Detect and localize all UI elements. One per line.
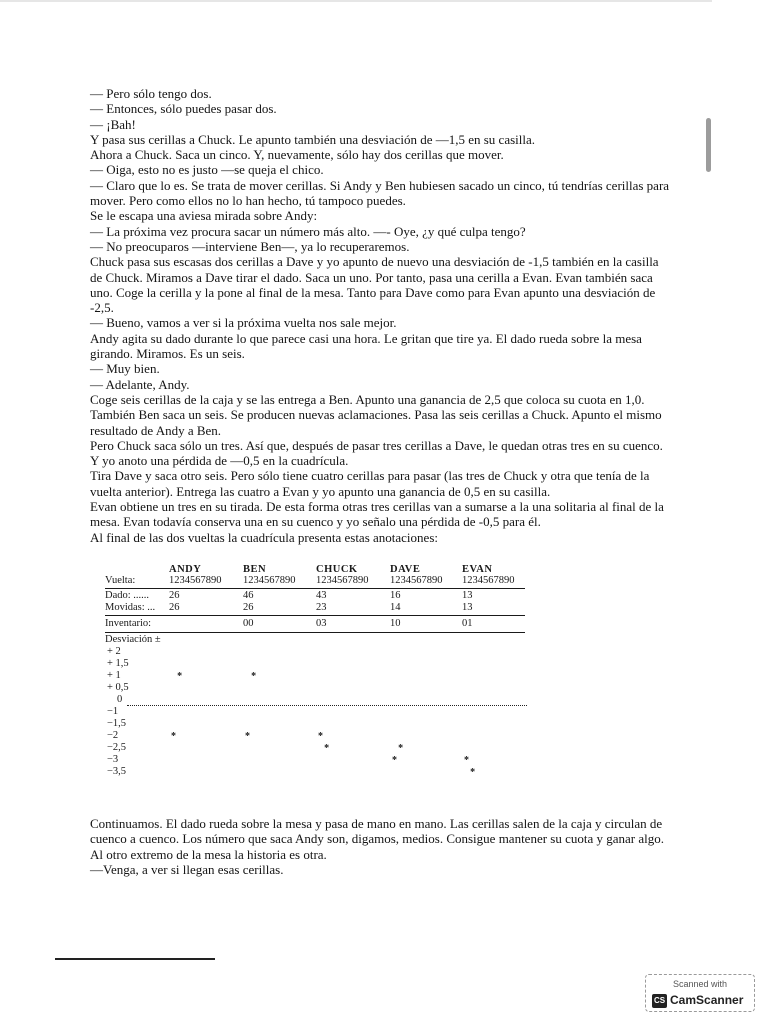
grid-scale-label: + 1,5 [107, 658, 129, 669]
grid-inventario-dave: 10 [390, 618, 401, 629]
page-top-edge [0, 0, 712, 2]
grid-scale-label: + 0,5 [107, 682, 129, 693]
grid-player-ben: BEN [243, 564, 267, 575]
grid-rule [105, 588, 525, 589]
grid-inventario-ben: 00 [243, 618, 254, 629]
grid-vuelta-digits: 1234567890 [390, 575, 443, 586]
grid-dado-andy: 26 [169, 590, 180, 601]
grid-vuelta-digits: 1234567890 [243, 575, 296, 586]
grid-scale-label: −3 [107, 754, 119, 765]
grid-vuelta-digits: 1234567890 [462, 575, 515, 586]
grid-dado-ben: 46 [243, 590, 254, 601]
scrollbar-thumb[interactable] [706, 118, 711, 172]
camscanner-name: CamScanner [670, 993, 744, 1007]
paragraph: — ¡Bah! [90, 116, 136, 132]
grid-player-evan: EVAN [462, 564, 493, 575]
grid-dado-evan: 13 [462, 590, 473, 601]
paragraph: — No preocuparos —interviene Ben—, ya lo recuperaremos. [90, 238, 410, 254]
grid-scale-label: + 1 [107, 670, 121, 681]
grid-mark-andy-vuelta-1: * [171, 731, 176, 742]
grid-vuelta-digits: 1234567890 [169, 575, 222, 586]
grid-rule [105, 632, 525, 633]
grid-inventario-label: Inventario: [105, 618, 152, 629]
paragraph: Chuck pasa sus escasas dos cerillas a Dave y yo apunto de nuevo una desviación de -1,5 también en la casilla de Chuck. Miramos a Dave tirar el dado. Saca un uno. Por tanto, pasa una cerilla a Evan. Evan también saca uno. Coge la cerilla y la pone al final de la mesa. Tanto para Dave como para Evan apunto una desviación de -2,5. [90, 254, 659, 316]
grid-mark-dave-vuelta-1: * [392, 755, 397, 766]
paragraph: Evan obtiene un tres en su tirada. De esta forma otras tres cerillas van a sumarse a la una solitaria al final de la mesa. Evan todavía conserva una en su cuenco y yo señalo una pérdida de -0,5 para él. [90, 499, 664, 530]
paragraph: Se le escapa una aviesa mirada sobre Andy: [90, 208, 318, 224]
paragraph: Al final de las dos vueltas la cuadrícula presenta estas anotaciones: [90, 529, 438, 545]
grid-inventario-evan: 01 [462, 618, 473, 629]
paragraph: — Bueno, vamos a ver si la próxima vuelta nos sale mejor. [90, 315, 397, 331]
paragraph: Coge seis cerillas de la caja y se las entrega a Ben. Apunto una ganancia de 2,5 que coloca su cuota en 1,0. [90, 391, 645, 407]
grid-mark-evan-vuelta-2: * [470, 767, 476, 778]
document-text-lower [90, 816, 670, 877]
grid-rule [105, 615, 525, 616]
grid-desviacion-label: Desviación ± [105, 634, 161, 645]
paragraph: Tira Dave y saca otro seis. Pero sólo tiene cuatro cerillas para pasar (las tres de Chuck y otra que tenía de la vuelta anterior). Entrega las cuatro a Evan y yo apunto una ganancia de 0,5 en su casilla. [90, 468, 650, 499]
paragraph: Andy agita su dado durante lo que parece casi una hora. Le gritan que tire ya. El dado rueda sobre la mesa girando. Miramos. Es un seis. [90, 330, 642, 362]
grid-mark-ben-vuelta-2: * [251, 671, 257, 682]
paragraph: — Adelante, Andy. [90, 376, 190, 392]
grid-mark-andy-vuelta-2: * [177, 671, 183, 682]
score-grid [105, 564, 535, 786]
paragraph: —Venga, a ver si llegan esas cerillas. [90, 861, 284, 877]
paragraph: Pero Chuck saca sólo un tres. Así que, después de pasar tres cerillas a Dave, le quedan otras tres en su cuenco. Y yo anoto una pérdida de —0,5 en la cuadrícula. [90, 437, 663, 469]
document-text-upper [90, 86, 670, 545]
grid-mark-ben-vuelta-1: * [245, 731, 250, 742]
grid-scale-label: −3,5 [107, 766, 127, 777]
footnote-rule [55, 958, 215, 960]
grid-movidas-andy: 26 [169, 602, 180, 613]
grid-player-andy: ANDY [169, 564, 202, 575]
grid-movidas-evan: 13 [462, 602, 473, 613]
paragraph: Ahora a Chuck. Saca un cinco. Y, nuevamente, sólo hay dos cerillas que mover. [90, 147, 504, 163]
grid-movidas-ben: 26 [243, 602, 254, 613]
paragraph: — Muy bien. [90, 361, 160, 377]
paragraph: — Pero sólo tengo dos. [90, 86, 212, 101]
grid-movidas-label: Movidas: ... [105, 602, 156, 613]
scanned-with-label: Scanned with [672, 979, 728, 989]
grid-mark-evan-vuelta-1: * [464, 755, 469, 766]
camscanner-watermark [645, 974, 755, 1012]
grid-zero-line [127, 705, 527, 706]
grid-mark-chuck-vuelta-1: * [318, 731, 323, 742]
paragraph: — La próxima vez procura sacar un número más alto. —- Oye, ¿y qué culpa tengo? [90, 223, 526, 239]
grid-player-chuck: CHUCK [316, 564, 358, 575]
grid-vuelta-label: Vuelta: [105, 575, 136, 586]
grid-inventario-chuck: 03 [316, 618, 327, 629]
grid-dado-dave: 16 [390, 590, 401, 601]
grid-dado-chuck: 43 [316, 590, 327, 601]
grid-mark-chuck-vuelta-2: * [324, 743, 330, 754]
grid-scale-label: 0 [117, 694, 123, 705]
grid-movidas-dave: 14 [390, 602, 401, 613]
grid-scale-label: −2,5 [107, 742, 127, 753]
grid-vuelta-digits: 1234567890 [316, 575, 369, 586]
grid-mark-dave-vuelta-2: * [398, 743, 404, 754]
grid-movidas-chuck: 23 [316, 602, 327, 613]
paragraph: También Ben saca un seis. Se producen nuevas aclamaciones. Pasa las seis cerillas a Chuck. Apunto el mismo resultado de Andy a Ben. [90, 407, 662, 438]
grid-dado-label: Dado: ...... [105, 590, 150, 601]
paragraph: Continuamos. El dado rueda sobre la mesa y pasa de mano en mano. Las cerillas salen de la caja y circulan de cuenco a cuenco. Los número que saca Andy son, digamos, medios. Consigue mantener su cuota y ganar algo. Al otro extremo de la mesa la historia es otra. [90, 816, 665, 862]
paragraph: — Oiga, esto no es justo —se queja el chico. [90, 162, 324, 178]
grid-scale-label: + 2 [107, 646, 121, 657]
grid-scale-label: −1 [107, 706, 119, 717]
camscanner-logo-icon: CS [652, 994, 667, 1008]
grid-player-dave: DAVE [390, 564, 421, 575]
paragraph: — Claro que lo es. Se trata de mover cerillas. Si Andy y Ben hubiesen sacado un cinco, tú tendrías cerillas para mover. Pero como ellos no lo han hecho, tú tampoco puedes. [90, 177, 670, 209]
grid-scale-label: −2 [107, 730, 119, 741]
paragraph: — Entonces, sólo puedes pasar dos. [90, 101, 277, 117]
paragraph: Y pasa sus cerillas a Chuck. Le apunto también una desviación de —1,5 en su casilla. [90, 131, 536, 147]
grid-scale-label: −1,5 [107, 718, 127, 729]
